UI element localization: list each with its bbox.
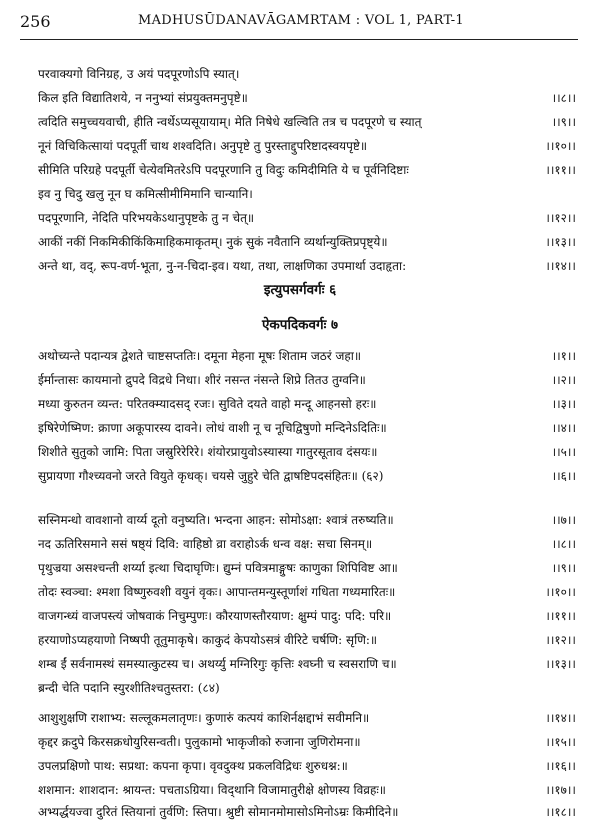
section-heading: इत्युपसर्गवर्गः ६ <box>263 282 337 298</box>
verse-text: शिशीते सुतुको जामि: पिता जस्रुरिरेरिरे। शंयोरप्रायुवोऽस्यास्या गातुरसूताव दंसयः॥ <box>38 445 378 459</box>
verse-number: ।।८।। <box>551 537 576 551</box>
verse-line <box>38 556 576 580</box>
verse-line <box>38 580 576 604</box>
verse-text: सीमिति परिग्रहे पदपूर्ती चेत्येवमितरेऽपि पदपूरणानि तु विदुः कमिदीमिति ये च पूर्वनिदिष्टाः <box>38 163 409 177</box>
verse-text: परवाक्यगो विनिग्रह, उ अयं पदपूरणोऽपि स्यात्। <box>38 67 240 81</box>
verse-text: हरयाणोऽप्यहयाणो निष्षपी तूतुमाकृषे। काकुदं केपयोऽसत्रं वीरिटे चर्षणि: सृणि:॥ <box>38 633 378 647</box>
section-heading: ऐकपदिकवर्गः ७ <box>261 317 339 333</box>
verse-line <box>38 508 576 532</box>
verse-line <box>38 730 576 754</box>
verse-line <box>38 628 576 652</box>
verse-text: शम्ब ईं सर्वनामस्थं समस्यात्कुटस्य च। अथर्य्यु मग्निरिगुः कृत्तिः श्वघ्नी च स्वसराणि च॥ <box>38 657 397 671</box>
verse-line <box>38 464 576 488</box>
verse-text: आशुशुक्षणि राशाभ्य: सल्लूकमलातृणः। कुणारुं कत्पयं काशिर्नक्षद्दाभं सवीमनि॥ <box>38 711 370 725</box>
verse-text: नद ऊतिरिसमाने ससं षष्ठ्यं दिवि: वाहिष्ठो व्रा वराहोऽर्क धन्व वक्ष: सचा सिनम्॥ <box>38 537 373 551</box>
verse-number: ।।३।। <box>551 397 576 411</box>
verse-text: अथोच्यन्ते पदान्यत्र द्वेशते चाष्टसप्ततिः। दमूना मेहना मूषः शिताम जठरं जहा॥ <box>38 349 362 363</box>
verse-text: ब्रन्दी चेति पदानि स्युरशीतिश्चतुस्तरा: (८४) <box>38 681 220 695</box>
verse-text: पदपूरणानि, नेदिति परिभयकेऽथानुपृष्टके तु न चेत्॥ <box>38 211 255 225</box>
verse-number: ।।१३।। <box>545 657 576 671</box>
verse-line <box>38 368 576 392</box>
verse-line <box>38 440 576 464</box>
verse-number: ।।१४।। <box>545 711 576 725</box>
verse-text: इव नु चिदु खलु नून घ कमित्सीमीमिमानि चान्यानि। <box>38 187 253 201</box>
verse-text: वाजगन्ध्यं वाजपस्त्यं जोषवाकं निचुम्पुणः। कौरयाणस्तौरयाण: क्षुम्पं पादु: पदि: परि॥ <box>38 609 392 623</box>
verse-line <box>38 254 576 278</box>
page-number: 256 <box>20 12 51 31</box>
header-rule <box>20 39 578 40</box>
verse-number: ।।१५।। <box>545 735 576 749</box>
verse-number: ।।१७।। <box>545 783 576 797</box>
verse-text: तोदः स्वञ्चा: श्मशा विष्णुरुवशी वयुनं वृकः। आपान्तमन्युस्तूर्णाशं गधिता गध्यमारितः॥ <box>38 585 396 599</box>
verse-line <box>38 392 576 416</box>
verse-text: अन्ते था, वद्, रूप-वर्ण-भूता, नु-न-चिदा-इव। यथा, तथा, लाक्षणिका उपमार्था उदाहृता: <box>38 259 407 273</box>
verse-line <box>38 62 576 86</box>
verse-line <box>38 86 576 110</box>
verse-line <box>38 532 576 556</box>
verse-number: ।।१६।। <box>545 759 576 773</box>
verse-number: ।।५।। <box>551 445 576 459</box>
verse-number: ।।६।। <box>551 469 576 483</box>
verse-line <box>38 344 576 368</box>
verse-number: ।।८।। <box>551 91 576 105</box>
verse-text: पृथुज्रया असश्चन्ती शर्य्या इत्था चिदाघृणिः। द्युम्नं पवित्रमाङ्गुषः काणुका शिपिविष्ट आ॥ <box>38 561 398 575</box>
verse-text: आकीं नकीं निकमिकीकिंकिमाहिकमाकृतम्। नुकं सुकं नवैतानि व्यर्थान्युक्तिप्रपृष्ट्ये॥ <box>38 235 388 249</box>
verse-text: किल इति विद्यातिशये, न ननुभ्यां संप्रयुक्तमनुपृष्टे॥ <box>38 91 248 105</box>
verse-line <box>38 778 576 802</box>
verse-text: सुप्रायणा गौश्च्यवनो जरते वियुते कृधक्। चयसे जुहुरे चेति द्वाषष्टिपदसंहितः॥ (६२) <box>38 469 384 483</box>
verse-number: ।।९।। <box>551 115 576 129</box>
running-title: MADHUSŪDANAVĀGAMRTAM : VOL 1, PART-1 <box>138 13 465 28</box>
verse-text: उपलप्रक्षिणो पाथ: सप्रथा: कपना कृपा। वृवदुक्थ प्रकलविद्रिधः शुरुधश्न:॥ <box>38 759 348 773</box>
verse-text: मध्या कुरुतन व्यन्त: परितक्म्यादसद् रजः। सुविते दयते वाहो मन्दू आहनसो हरः॥ <box>38 397 377 411</box>
verse-number: ।।१।। <box>551 349 576 363</box>
verse-text: अभ्यर्द्धयज्वा दुरितं स्तियानां तुर्वणि: स्तिपा। श्रुष्टी सोमानमोमासोऽमिनोऽम्रः किमीदिने॥ <box>38 805 399 819</box>
verse-line <box>38 604 576 628</box>
verse-line <box>38 182 576 206</box>
verse-line <box>38 206 576 230</box>
verse-number: ।।१८।। <box>545 805 576 819</box>
verse-line <box>38 110 576 134</box>
verse-number: ।।१४।। <box>545 259 576 273</box>
verse-number: ।।१०।। <box>545 139 576 153</box>
verse-text: नूनं विचिकित्सायां पदपूर्ती चाथ शश्वदिति। अनुपृष्टे तु पुरस्ताद्दुपरिष्टादस्वयपृष्टे॥ <box>38 139 368 153</box>
verse-number: ।।७।। <box>551 513 576 527</box>
verse-line <box>38 706 576 730</box>
verse-text: इषिरेणेष्मिण: क्राणा अकूपारस्य दावने। लोधं वाशी नू च नूचिद्विषुणो मन्दिनेऽदितिः॥ <box>38 421 387 435</box>
verse-text: कृद्दर क्रदुपे किरसक्रधोयुरिसन्वती। पुलुकामो भाकृजीको रुजाना जुणिरोमना॥ <box>38 735 361 749</box>
verse-line <box>38 134 576 158</box>
verse-number: ।।११।। <box>545 609 576 623</box>
verse-number: ।।१२।। <box>545 633 576 647</box>
verse-text: ईर्मान्तासः कायमानो द्रुपदे विद्रधे निधा। शीरं नसन्त नंसन्ते शिप्रे तितउ तुग्वनि॥ <box>38 373 366 387</box>
verse-number: ।।११।। <box>545 163 576 177</box>
verse-number: ।।१३।। <box>545 235 576 249</box>
verse-line <box>38 230 576 254</box>
verse-number: ।।१२।। <box>545 211 576 225</box>
verse-line <box>38 676 576 700</box>
verse-line <box>38 652 576 676</box>
verse-text: सस्निमन्धो वावशानो वार्य्य दूतो वनुष्यति। भन्दना आहन: सोमोऽक्षा: श्वात्रं तरुष्यति॥ <box>38 513 394 527</box>
verse-line <box>38 416 576 440</box>
verse-text: त्वदिति समुच्चयवाची, हीति न्वर्थेऽप्यसूयायाम्। मेति निषेधे खल्विति तत्र च पदपूरणे च स्यात् <box>38 115 422 129</box>
verse-text: शशमान: शाशदान: श्रायन्त: पचताऽग्रिया। विद्थानि विजामातुरीक्षे क्षोणस्य विव्रहः॥ <box>38 783 386 797</box>
verse-line <box>38 800 576 824</box>
verse-line <box>38 754 576 778</box>
page-header <box>20 0 578 46</box>
verse-line <box>38 158 576 182</box>
verse-number: ।।१०।। <box>545 585 576 599</box>
verse-number: ।।९।। <box>551 561 576 575</box>
verse-number: ।।४।। <box>551 421 576 435</box>
verse-number: ।।२।। <box>551 373 576 387</box>
